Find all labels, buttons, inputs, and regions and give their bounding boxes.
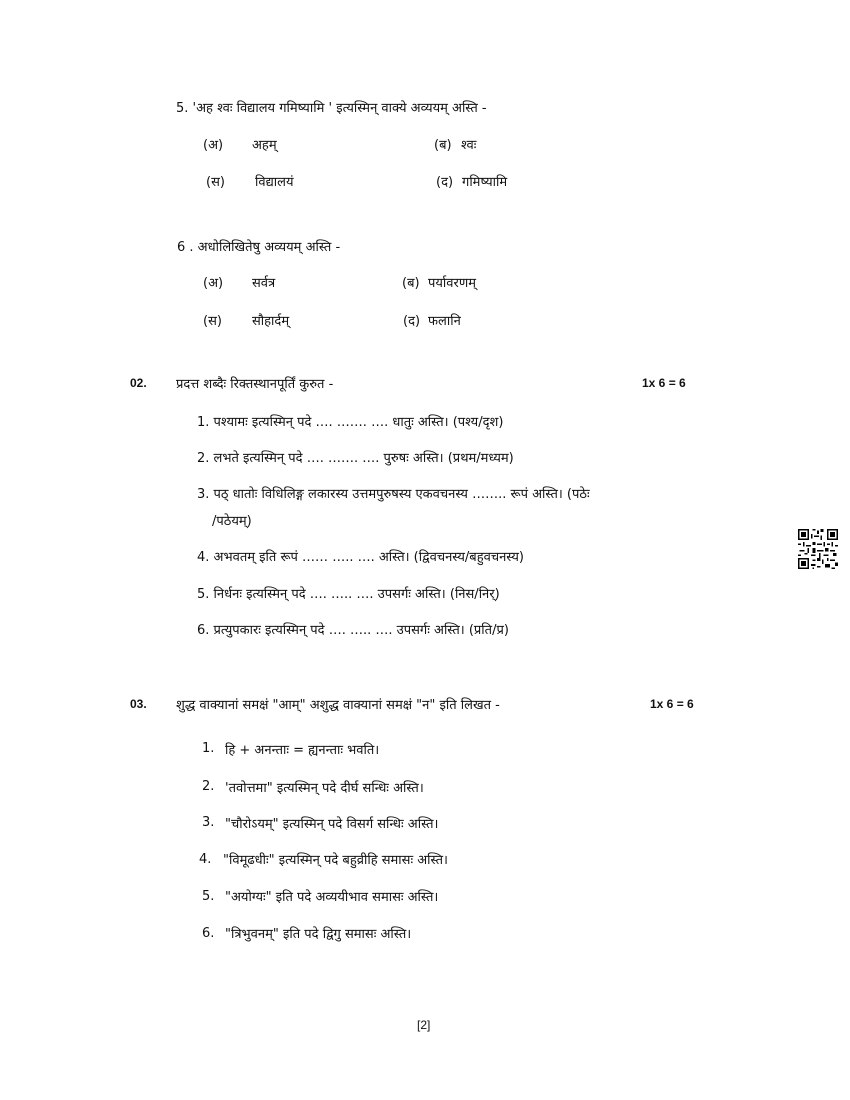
section-03-item-text: "विमूढधीः" इत्यस्मिन् पदे बहुव्रीहि समासः अस्ति। [223,853,448,868]
q5-opt-d-key: (द) [436,175,454,190]
section-03-marks: 1x 6 = 6 [650,697,694,711]
q6-opt-a-text: सर्वत्र [252,276,276,291]
section-03-item-number: 2. [202,779,215,794]
section-03-item-number: 4. [199,852,212,867]
section-02-item: 1. पश्यामः इत्यस्मिन् पदे …. ……. …. धातुः अस्ति। (पश्य/दृश) [197,415,504,430]
section-03-item-text: 'तवोत्तमा" इत्यस्मिन् पदे दीर्घ सन्धिः अस्ति। [225,781,424,796]
q5-opt-d-text: गमिष्यामि [462,175,508,190]
q5-opt-b-text: श्वः [461,138,477,153]
q5-opt-a-key: (अ) [203,138,224,153]
section-03-item-number: 5. [202,889,215,904]
section-03-item-text: "चौरोऽयम्" इत्यस्मिन् पदे विसर्ग सन्धिः अस्ति। [225,817,439,832]
q5-opt-c-key: (स) [206,175,225,190]
section-02-marks: 1x 6 = 6 [642,376,686,390]
section-03-heading: शुद्ध वाक्यानां समक्षं "आम्" अशुद्ध वाक्यानां समक्षं "न" इति लिखत - [176,698,500,713]
q6-opt-b-key: (ब) [402,276,420,291]
q6-opt-c-key: (स) [203,314,222,329]
section-02-number: 02. [130,376,147,390]
section-02-item-continuation: /पठेयम्) [212,514,252,529]
section-02-item: 5. निर्धनः इत्यस्मिन् पदे …. ….. …. उपसर्गः अस्ति। (निस/निर्) [197,587,500,602]
q6-opt-d-text: फलानि [428,314,461,329]
section-03-item-text: "अयोग्यः" इति पदे अव्ययीभाव समासः अस्ति। [225,890,439,905]
section-02-heading: प्रदत्त शब्दैः रिक्तस्थानपूर्तिं कुरुत - [176,377,334,392]
section-02-item: 4. अभवतम् इति रूपं …… ….. …. अस्ति। (द्विवचनस्य/बहुवचनस्य) [197,550,524,565]
section-03-item-text: हि + अनन्ताः = ह्यनन्ताः भवति। [225,743,380,758]
q5-opt-c-text: विद्यालयं [255,175,294,190]
section-03-item-text: "त्रिभुवनम्" इति पदे द्विगु समासः अस्ति। [225,927,412,942]
section-02-item: 3. पठ् धातोः विधिलिङ्ग लकारस्य उत्तमपुरुषस्य एकवचनस्य …….. रूपं अस्ति। (पठेः [197,487,590,502]
section-02-item: 2. लभते इत्यस्मिन् पदे …. ……. …. पुरुषः अस्ति। (प्रथम/मध्यम) [197,451,514,466]
q5-opt-a-text: अहम् [252,138,277,153]
section-03-item-number: 6. [202,926,215,941]
q6-opt-c-text: सौहार्दम् [252,314,290,329]
q6-opt-a-key: (अ) [203,276,224,291]
q6-stem: 6 . अधोलिखितेषु अव्ययम् अस्ति - [177,240,341,255]
section-02-item: 6. प्रत्युपकारः इत्यस्मिन् पदे …. ….. …. उपसर्गः अस्ति। (प्रति/प्र) [197,623,509,638]
qr-code-icon [798,529,838,569]
q5-opt-b-key: (ब) [434,138,452,153]
page-number: [2] [417,1018,431,1032]
section-03-number: 03. [130,697,147,711]
q5-stem: 5. 'अह श्वः विद्यालय गमिष्यामि ' इत्यस्मिन् वाक्ये अव्ययम् अस्ति - [176,101,487,116]
section-03-item-number: 1. [202,741,215,756]
q6-opt-d-key: (द) [403,314,421,329]
q6-opt-b-text: पर्यावरणम् [428,276,477,291]
section-03-item-number: 3. [202,815,215,830]
